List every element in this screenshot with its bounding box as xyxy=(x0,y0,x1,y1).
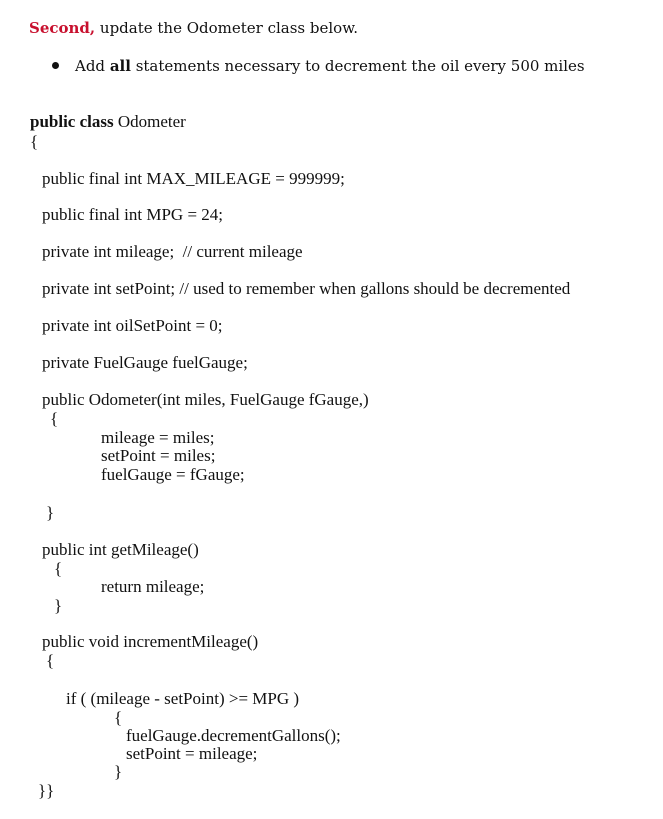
bullet-emphasis: all xyxy=(109,57,131,75)
getter-close-brace: } xyxy=(54,596,63,615)
code-line-fuelgauge-field: private FuelGauge fuelGauge; xyxy=(42,353,248,372)
getter-open-brace: { xyxy=(54,559,63,578)
code-line-mpg: public final int MPG = 24; xyxy=(42,205,223,224)
increment-open-brace: { xyxy=(46,651,55,670)
instruction-text: update the Odometer class below. xyxy=(95,19,359,37)
class-declaration xyxy=(30,112,186,131)
class-close-braces: }} xyxy=(38,781,55,800)
code-line-reset-setpoint: setPoint = mileage; xyxy=(126,744,258,763)
code-line-constructor-assign-mileage: mileage = miles; xyxy=(101,428,215,447)
code-line-constructor-assign-fuelgauge: fuelGauge = fGauge; xyxy=(101,465,245,484)
bullet-dot-icon xyxy=(52,62,59,69)
code-line-setpoint-field: private int setPoint; // used to remember when gallons should be decremented xyxy=(42,279,571,298)
class-open-brace: { xyxy=(30,132,39,151)
class-keyword: public class xyxy=(30,112,114,131)
class-name: Odometer xyxy=(113,112,186,131)
bullet-text-after: statements necessary to decrement the oil every 500 miles xyxy=(130,57,585,75)
code-line-getter-signature: public int getMileage() xyxy=(42,540,199,559)
code-line-mileage-field: private int mileage; // current mileage xyxy=(42,242,303,261)
code-line-constructor-signature: public Odometer(int miles, FuelGauge fGauge,) xyxy=(42,390,369,409)
instruction-line xyxy=(29,18,358,38)
bullet-item xyxy=(52,56,585,76)
code-line-oil-setpoint-field: private int oilSetPoint = 0; xyxy=(42,316,223,335)
code-line-constructor-assign-setpoint: setPoint = miles; xyxy=(101,446,216,465)
code-line-getter-return: return mileage; xyxy=(101,577,205,596)
instruction-lead: Second, xyxy=(29,19,96,37)
code-line-decrement-gallons: fuelGauge.decrementGallons(); xyxy=(126,726,341,745)
code-line-increment-signature: public void incrementMileage() xyxy=(42,632,259,651)
code-line-max-mileage: public final int MAX_MILEAGE = 999999; xyxy=(42,169,345,188)
if-close-brace: } xyxy=(114,762,123,781)
constructor-open-brace: { xyxy=(50,409,59,428)
constructor-close-brace: } xyxy=(46,503,55,522)
code-line-if-statement: if ( (mileage - setPoint) >= MPG ) xyxy=(66,689,300,708)
if-open-brace: { xyxy=(114,708,123,727)
bullet-text-before: Add xyxy=(75,57,110,75)
